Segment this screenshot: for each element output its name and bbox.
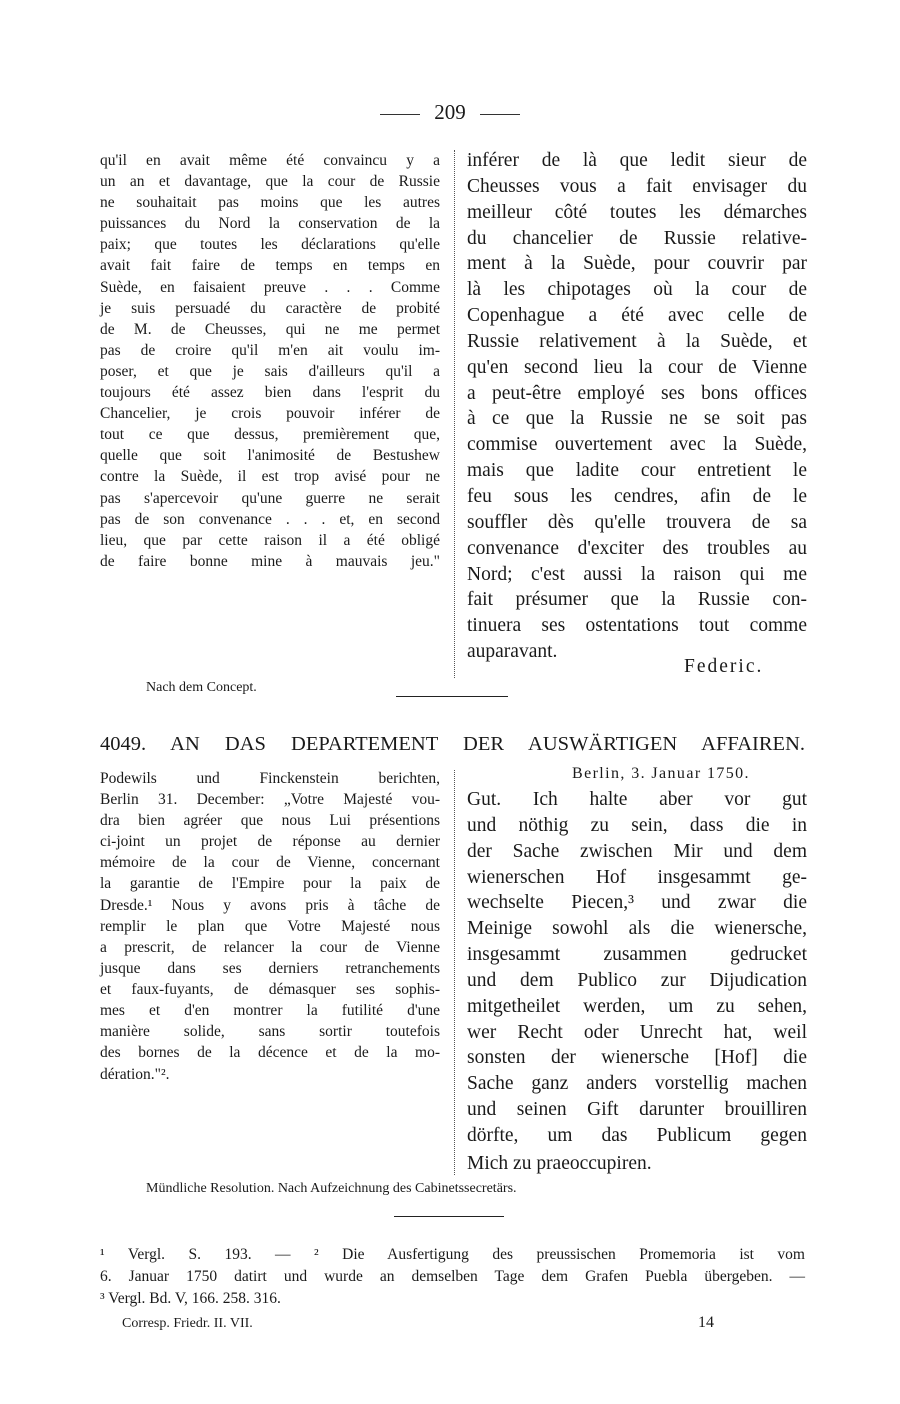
page-number-dash-right bbox=[480, 114, 520, 115]
text-line: dörfte, um das Publicum gegen bbox=[467, 1124, 807, 1146]
text-line: contre la Suède, il est trop avisé pour ne bbox=[100, 468, 440, 486]
text-line: tout ce que dessus, premièrement que, bbox=[100, 426, 440, 444]
signature-federic: Federic. bbox=[684, 656, 764, 677]
text-line: Gut. Ich halte aber vor gut bbox=[467, 789, 807, 810]
text-line: à ce que la Russie ne se soit pas bbox=[467, 408, 807, 430]
footnotes bbox=[100, 1244, 805, 1288]
signature-mark: Corresp. Friedr. II. VII. bbox=[122, 1316, 253, 1331]
text-line: wechselte Piecen,³ und zwar die bbox=[467, 892, 807, 914]
text-line: là les chipotages où la cour de bbox=[467, 279, 807, 301]
text-line: Cheusses vous a fait envisager du bbox=[467, 175, 807, 197]
text-line: Berlin 31. December: „Votre Majesté vou- bbox=[100, 791, 440, 809]
text-line: fait présumer que la Russie con- bbox=[467, 589, 807, 611]
text-line: un an et davantage, que la cour de Russie bbox=[100, 173, 440, 191]
text-line: wer Recht oder Unrecht hat, weil bbox=[467, 1021, 807, 1043]
text-line: Podewils und Finckenstein berichten, bbox=[100, 770, 440, 787]
text-line: und dem Publico zur Dijudication bbox=[467, 969, 807, 991]
section-right-column bbox=[467, 787, 807, 1149]
text-line: convenance d'exciter des troubles au bbox=[467, 537, 807, 559]
section-right-last-line: Mich zu praeoccupiren. bbox=[467, 1153, 652, 1174]
page-number-dash-left bbox=[380, 114, 420, 115]
text-line: ne souhaitait pas moins que les autres bbox=[100, 194, 440, 212]
top-left-column bbox=[100, 150, 440, 572]
text-line: de faire bonne mine à mauvais jeu." bbox=[100, 552, 440, 570]
text-line: feu sous les cendres, afin de le bbox=[467, 485, 807, 507]
page-number bbox=[0, 100, 900, 125]
top-right-last-line: auparavant. bbox=[467, 641, 558, 662]
text-line: paix; que toutes les déclarations qu'elle bbox=[100, 236, 440, 254]
section-left-last-line: dération."². bbox=[100, 1066, 170, 1083]
sheet-number: 14 bbox=[698, 1314, 714, 1331]
text-line: puissances du Nord la conservation de la bbox=[100, 215, 440, 233]
text-line: toujours été assez bien dans l'esprit du bbox=[100, 384, 440, 402]
text-line: qu'il en avait même été convaincu y a bbox=[100, 152, 440, 169]
text-line: Copenhague a été avec celle de bbox=[467, 305, 807, 327]
top-section-rule bbox=[396, 696, 508, 697]
text-line: insgesammt zusammen gedrucket bbox=[467, 944, 807, 966]
top-column-separator bbox=[454, 150, 455, 678]
text-line: des bornes de la décence et de la mo- bbox=[100, 1044, 440, 1062]
text-line: Nord; c'est aussi la raison qui me bbox=[467, 563, 807, 585]
text-line: de M. de Cheusses, qui ne me permet bbox=[100, 320, 440, 338]
text-line: remplir le plan que Votre Majesté nous bbox=[100, 917, 440, 935]
text-line: Suède, en faisaient preuve . . . Comme bbox=[100, 278, 440, 296]
text-line: wienerschen Hof insgesammt ge- bbox=[467, 866, 807, 888]
footnote-line: 6. Januar 1750 datirt und wurde an demselben Tage dem Grafen Puebla übergeben. — bbox=[100, 1268, 805, 1285]
text-line: commise ouvertement avec la Suède, bbox=[467, 434, 807, 456]
text-line: manière solide, sans sortir toutefois bbox=[100, 1023, 440, 1041]
text-line: pas de son convenance . . . et, en second bbox=[100, 510, 440, 528]
footnote-rule bbox=[394, 1216, 504, 1217]
text-line: jusque dans ses derniers retranchements bbox=[100, 959, 440, 977]
text-line: inférer de là que ledit sieur de bbox=[467, 150, 807, 171]
text-line: pas s'apercevoir qu'une guerre ne serait bbox=[100, 489, 440, 507]
text-line: der Sache zwischen Mir und dem bbox=[467, 840, 807, 862]
text-line: a peut-être employé ses bons offices bbox=[467, 382, 807, 404]
text-line: la garantie de l'Empire pour la paix de bbox=[100, 875, 440, 893]
text-line: quelle que soit l'animosité de Bestushew bbox=[100, 447, 440, 465]
text-line: du chancelier de Russie relative- bbox=[467, 227, 807, 249]
footnote-line: ¹ Vergl. S. 193. — ² Die Ausfertigung des preussischen Promemoria ist vom bbox=[100, 1246, 805, 1263]
text-line: und seinen Gift darunter brouilliren bbox=[467, 1099, 807, 1121]
footnote-last-line: ³ Vergl. Bd. V, 166. 258. 316. bbox=[100, 1290, 281, 1307]
section-source-note: Mündliche Resolution. Nach Aufzeichnung des Cabinetssecretärs. bbox=[146, 1181, 517, 1196]
text-line: mitgetheilet werden, um zu sehen, bbox=[467, 995, 807, 1017]
top-right-column bbox=[467, 148, 807, 639]
text-line: tinuera ses ostentations tout comme bbox=[467, 615, 807, 637]
text-line: et faux-fuyants, de démasquer ses sophis- bbox=[100, 980, 440, 998]
text-line: ci-joint un projet de réponse au dernier bbox=[100, 833, 440, 851]
text-line: Sache ganz anders vorstellig machen bbox=[467, 1073, 807, 1095]
text-line: sonsten der wienersche [Hof] die bbox=[467, 1047, 807, 1069]
dateline: Berlin, 3. Januar 1750. bbox=[572, 765, 750, 782]
text-line: dra bien agréer que nous Lui présentions bbox=[100, 812, 440, 830]
text-line: poser, et que je sais d'ailleurs qu'il a bbox=[100, 362, 440, 380]
text-line: Dresde.¹ Nous y avons pris à tâche de bbox=[100, 896, 440, 914]
page-number-text: 209 bbox=[434, 100, 466, 124]
text-line: Meinige sowohl als die wienersche, bbox=[467, 918, 807, 940]
section-left-column bbox=[100, 768, 440, 1063]
text-line: meilleur côté toutes les démarches bbox=[467, 201, 807, 223]
top-source-note: Nach dem Concept. bbox=[146, 680, 257, 695]
section-heading: 4049. AN DAS DEPARTEMENT DER AUSWÄRTIGEN AFFAIREN. bbox=[100, 733, 805, 755]
text-line: mais que ladite cour entretient le bbox=[467, 460, 807, 482]
text-line: qu'en second lieu la cour de Vienne bbox=[467, 356, 807, 378]
text-line: ment à la Suède, pour couvrir par bbox=[467, 253, 807, 275]
text-line: Chancelier, je crois pouvoir inférer de bbox=[100, 405, 440, 423]
text-line: avait fait faire de temps en temps en bbox=[100, 257, 440, 275]
text-line: je suis persuadé du caractère de probité bbox=[100, 299, 440, 317]
text-line: Russie relativement à la Suède, et bbox=[467, 330, 807, 352]
text-line: mémoire de la cour de Vienne, concernant bbox=[100, 854, 440, 872]
section-column-separator bbox=[454, 770, 455, 1175]
text-line: souffler dès qu'elle trouvera de sa bbox=[467, 511, 807, 533]
text-line: und nöthig zu sein, dass die in bbox=[467, 814, 807, 836]
text-line: mes et d'en montrer la futilité d'une bbox=[100, 1002, 440, 1020]
text-line: a prescrit, de relancer la cour de Vienne bbox=[100, 938, 440, 956]
text-line: pas de croire qu'il m'en ait voulu im- bbox=[100, 341, 440, 359]
text-line: lieu, que par cette raison il a été obligé bbox=[100, 531, 440, 549]
